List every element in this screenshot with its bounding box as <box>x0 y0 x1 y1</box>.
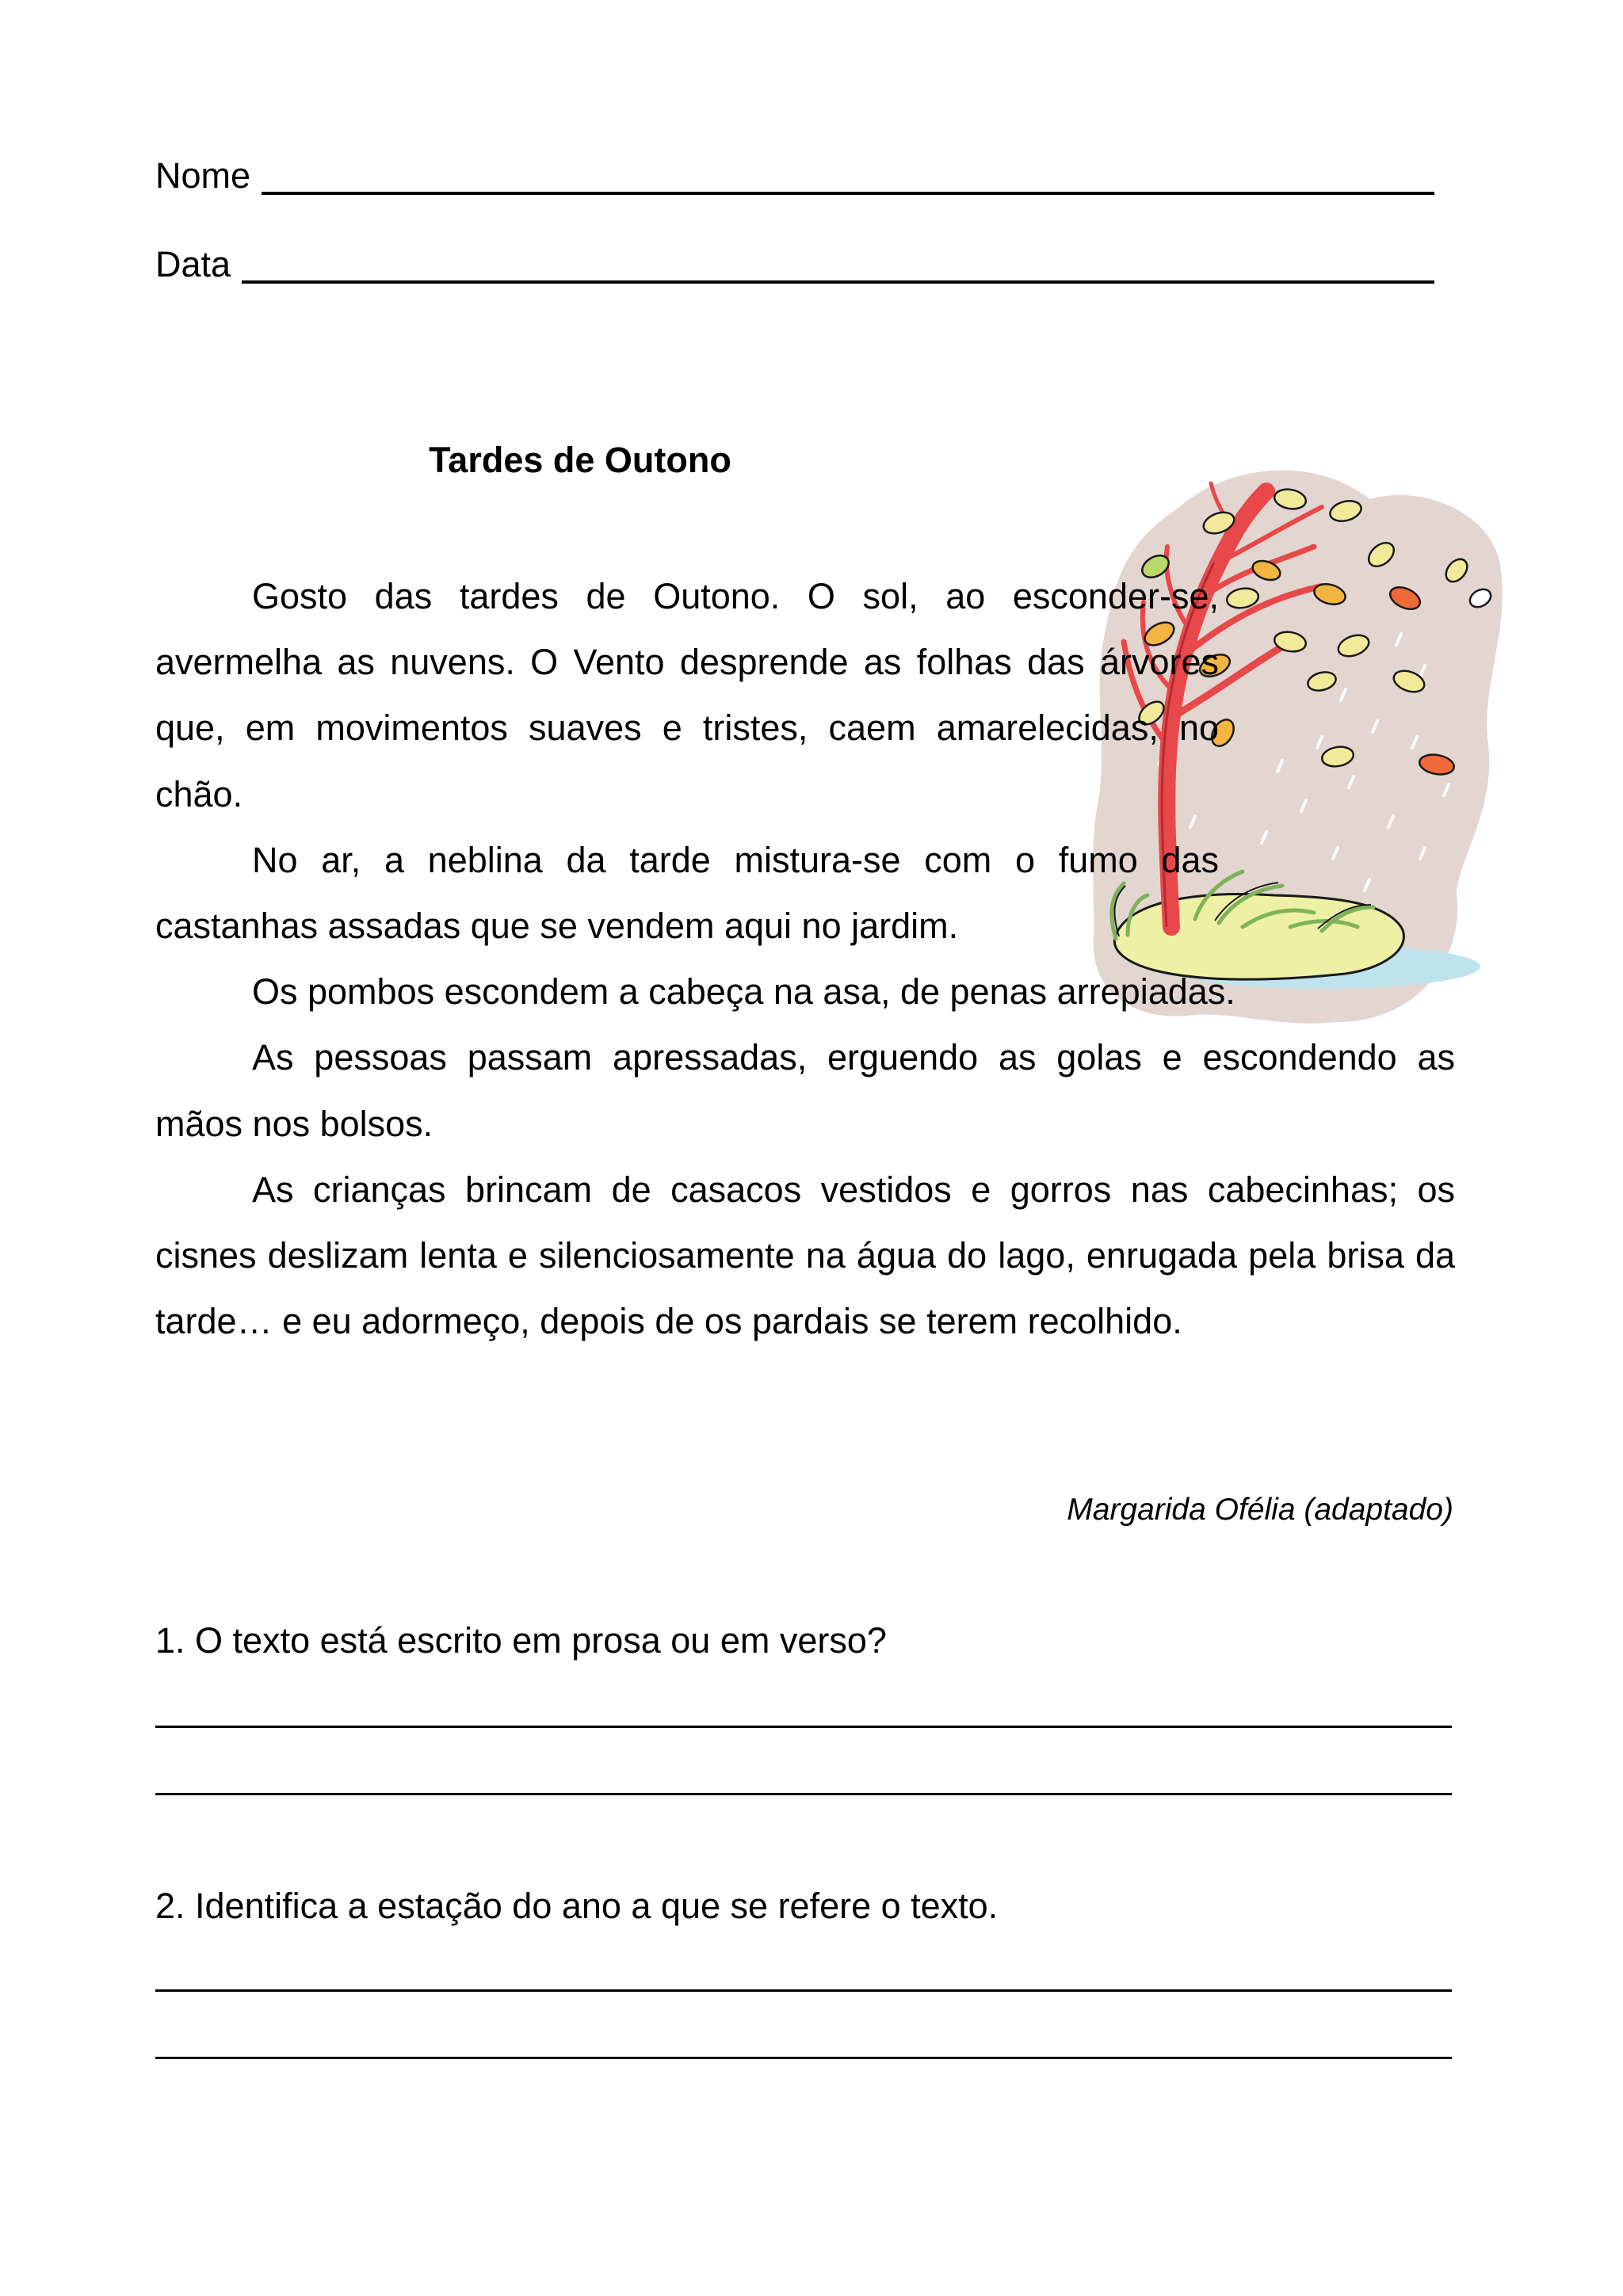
question-2: 2. Identifica a estação do ano a que se refere o texto. <box>155 1886 999 1926</box>
date-label: Data <box>155 244 231 284</box>
story-paragraph-1: Gosto das tardes de Outono. O sol, ao esconder-se, avermelha as nuvens. O Vento desprende as folhas das árvores que, em movimentos suaves e tristes, caem amarelecidas, no chão. <box>155 576 1219 814</box>
title-text: Tardes de Outono <box>429 440 731 480</box>
date-input-line[interactable] <box>242 280 1434 284</box>
author-credit: Margarida Ofélia (adaptado) <box>1067 1493 1453 1527</box>
question-1: 1. O texto está escrito em prosa ou em verso? <box>155 1620 887 1661</box>
text-title <box>155 440 1065 481</box>
story-paragraph-3: Os pombos escondem a cabeça na asa, de penas arrepiadas. <box>252 971 1235 1013</box>
name-field-row <box>155 139 1434 195</box>
date-field-row <box>155 228 1434 284</box>
story-paragraph-2: No ar, a neblina da tarde mistura-se com o fumo das castanhas assadas que se vendem aqui no jardim. <box>155 839 1219 947</box>
answer-line-1a[interactable] <box>155 1726 1452 1728</box>
story-text <box>155 563 1455 1354</box>
name-input-line[interactable] <box>262 192 1434 195</box>
story-paragraph-5: As crianças brincam de casacos vestidos e gorros nas cabecinhas; os cisnes deslizam lenta e silenciosamente na água do lago, enrugada pela brisa da tarde… e eu adormeço, depois de os pardais se terem recolhido. <box>155 1169 1455 1342</box>
answer-line-2a[interactable] <box>155 1989 1452 1992</box>
story-paragraph-4: As pessoas passam apressadas, erguendo as golas e escondendo as mãos nos bolsos. <box>155 1037 1455 1144</box>
answer-line-2b[interactable] <box>155 2057 1452 2059</box>
answer-line-1b[interactable] <box>155 1793 1452 1795</box>
name-label: Nome <box>155 155 251 196</box>
